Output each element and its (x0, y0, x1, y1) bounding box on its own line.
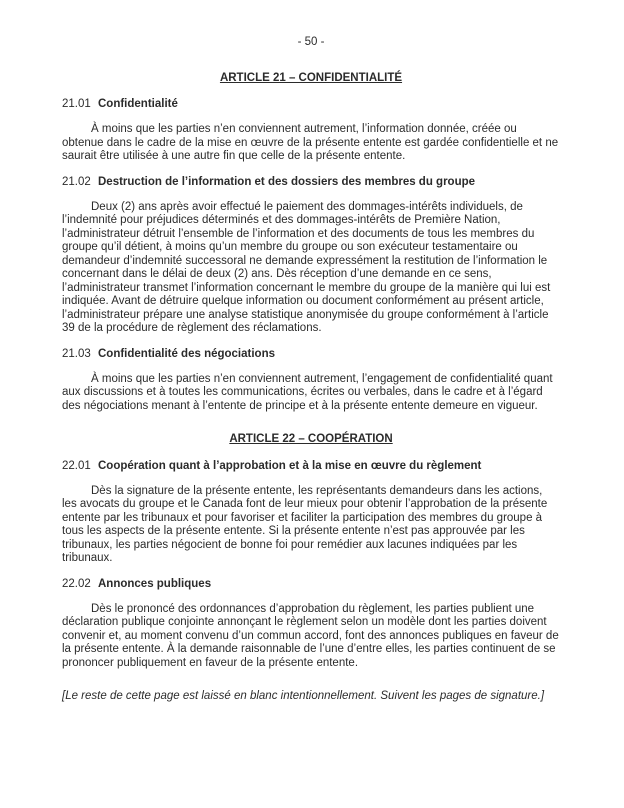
section-22-02-head (62, 578, 560, 592)
section-21-02-head (62, 176, 560, 190)
section-heading: Confidentialité (98, 98, 178, 110)
section-number: 21.03 (62, 347, 91, 360)
section-number: 21.01 (62, 98, 91, 110)
section-paragraph: Dès la signature de la présente entente, les représentants demandeurs dans les actions, les avocats du groupe et le Canada font de leur mieux pour obtenir l’approbation de la présente entente par les tribunaux et pour favoriser et faciliter la participation des membres du groupe à tous les aspects de la présente entente. Si la présente entente n’est pas approuvée par les tribunaux, les parties négocient de bonne foi pour remédier aux lacunes indiquées par les tribunaux. (62, 484, 548, 564)
section-21-01-head (62, 98, 560, 112)
section-22-01-head (62, 460, 560, 474)
section-heading: Destruction de l’information et des dossiers des membres du groupe (98, 175, 476, 188)
section-paragraph: Deux (2) ans après avoir effectué le paiement des dommages-intérêts individuels, de l’indemnité pour préjudices déterminés et des dommages-intérêts de Première Nation, l’administrateur détruit l’ensemble de l’information et des documents de tous les membres du groupe qu’il détient, à moins qu’un membre du groupe ou son exécuteur testamentaire ou demandeur d’indemnité successoral ne demande expressément la restitution de l’information le concernant dans le délai de deux (2) ans. Dès réception d’une demande en ce sens, l’administrateur transmet l’information concernant le membre du groupe de la manière qui lui est indiquée. Avant de détruire quelque information ou document conformément au présent article, l’administrateur prépare une analyse statistique anonymisée du groupe conformément à l’article 39 de la procédure de règlement des réclamations. (62, 200, 551, 334)
section-21-03 (62, 348, 560, 414)
section-number: 22.01 (62, 459, 91, 472)
section-number: 21.02 (62, 175, 91, 188)
closing-note: [Le reste de cette page est laissé en blanc intentionnellement. Suivent les pages de signature.] (62, 690, 545, 702)
section-paragraph: Dès le prononcé des ordonnances d’approbation du règlement, les parties publient une déclaration publique conjointe annonçant le règlement selon un modèle dont les parties doivent convenir et, au moment convenu d’un commun accord, font des annonces publiques en faveur de la présente entente. À la demande raisonnable de l’une d’entre elles, les parties continuent de se prononcer publiquement en faveur de la présente entente. (62, 602, 559, 669)
article-22-title: ARTICLE 22 – COOPÉRATION (229, 433, 393, 445)
section-number: 22.02 (62, 577, 91, 590)
section-paragraph: À moins que les parties n’en conviennent autrement, l’engagement de confidentialité quant aux discussions et à toutes les communications, écrites ou verbales, dans le cadre et à l’égard des négociations menant à l’entente de principe et à la présente entente demeure en vigueur. (62, 372, 553, 412)
section-21-03-head (62, 348, 560, 362)
section-22-01 (62, 460, 560, 566)
section-21-02 (62, 176, 560, 336)
article-21-title: ARTICLE 21 – CONFIDENTIALITÉ (219, 71, 403, 84)
section-22-02 (62, 578, 560, 671)
page-number: - 50 - (297, 36, 325, 48)
section-heading: Confidentialité des négociations (98, 347, 275, 360)
section-paragraph: À moins que les parties n’en conviennent autrement, l’information donnée, créée ou obtenue dans le cadre de la mise en œuvre de la présente entente est gardée confidentielle et ne saurait être utilisée à une autre fin que celle de la présente entente. (62, 123, 559, 162)
section-21-01 (62, 98, 560, 164)
section-heading: Coopération quant à l’approbation et à la mise en œuvre du règlement (98, 459, 482, 472)
section-heading: Annonces publiques (98, 577, 212, 590)
